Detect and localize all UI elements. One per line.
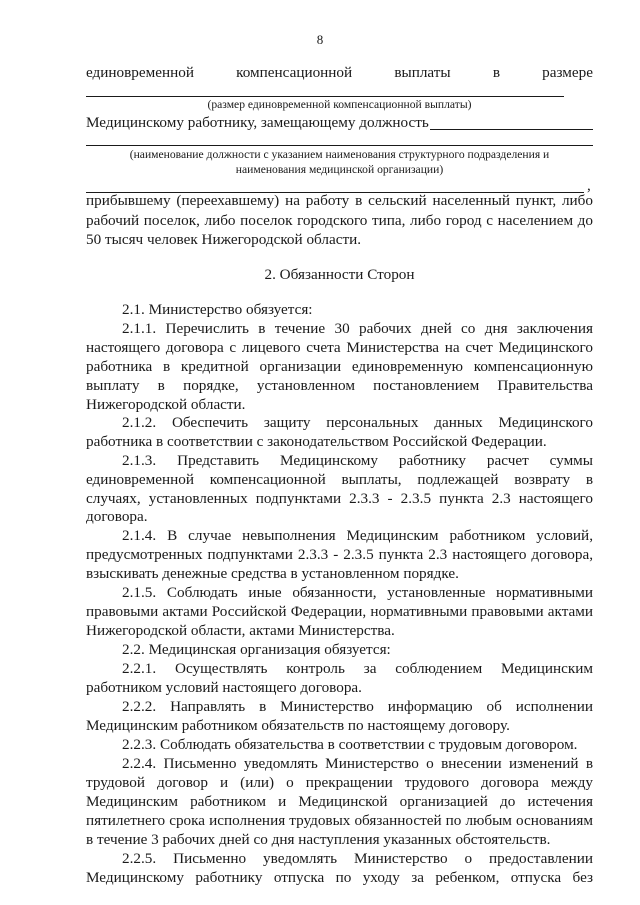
clause-line: 2.2.3. Соблюдать обязательства в соответствии с трудовым договором.: [122, 736, 578, 753]
payment-word: в: [492, 64, 500, 81]
payment-word: выплаты: [394, 64, 451, 81]
position-caption-line-2: наименования медицинской организации): [235, 163, 444, 176]
payment-word: размере: [542, 64, 593, 81]
clause-line: Медицинскому работнику отпуска по уходу за ребенком, отпуска без: [86, 869, 593, 886]
clause-line: работника в кредитной организации единовременную компенсационную: [86, 358, 593, 375]
position-caption-line-1: (наименование должности с указанием наименования структурного подразделения и: [129, 148, 550, 161]
clause-line: Нижегородской области, актами Министерства.: [86, 622, 395, 639]
clause-line: предусмотренных подпунктами 2.3.3 - 2.3.5 пункта 2.3 настоящего договора,: [86, 546, 593, 563]
payment-amount-line: [86, 64, 593, 82]
clause-line: 2.1.3. Представить Медицинскому работнику расчет суммы: [122, 452, 593, 469]
clause-line: 2.1.2. Обеспечить защиту персональных данных Медицинского: [122, 414, 593, 431]
position-blank: [430, 129, 593, 130]
clause-line: Медицинским работником обязательств по настоящему договору.: [86, 717, 510, 734]
payment-word: компенсационной: [236, 64, 353, 81]
payment-word: единовременной: [86, 64, 194, 81]
clause-line: пятилетнего срока исполнения трудовых обязанностей по любым основаниям: [86, 812, 593, 829]
position-label: Медицинскому работнику, замещающему должность: [86, 114, 429, 131]
clause-line: в течение 3 рабочих дней со дня наступления указанных обстоятельств.: [86, 831, 551, 848]
clause-line: 2.1. Министерство обязуется:: [122, 301, 313, 318]
clause-line: договора.: [86, 508, 148, 525]
payment-amount-caption: (размер единовременной компенсационной выплаты): [207, 98, 472, 111]
clause-line: 2.2.2. Направлять в Министерство информацию об исполнении: [122, 698, 593, 715]
clause-line: Медицинским работником и Медицинской организацией до истечения: [86, 793, 593, 810]
position-blank-full: [86, 145, 593, 146]
clause-line: 2.2.5. Письменно уведомлять Министерство о предоставлении: [122, 850, 593, 867]
clause-line: 2.2.4. Письменно уведомлять Министерство о внесении изменений в: [122, 755, 593, 772]
section-title: 2. Обязанности Сторон: [264, 266, 415, 283]
clause-line: взыскивать денежные средства в установленном порядке.: [86, 565, 459, 582]
clause-line: Нижегородской области.: [86, 396, 246, 413]
intro-line: рабочий поселок, либо поселок городского типа, либо город с населением до: [86, 212, 593, 229]
page-number: 8: [316, 32, 324, 47]
clause-line: 2.1.4. В случае невыполнения Медицинским работником условий,: [122, 527, 593, 544]
clause-line: правовыми актами Российской Федерации, нормативными правовыми актами: [86, 603, 593, 620]
clause-line: 2.1.5. Соблюдать иные обязанности, установленные нормативными: [122, 584, 593, 601]
clause-line: случаях, установленных подпунктами 2.3.3 - 2.3.5 пункта 2.3 настоящего: [86, 490, 593, 507]
clause-line: выплату в порядке, установленном постановлением Правительства: [86, 377, 593, 394]
clause-line: 2.2.1. Осуществлять контроль за соблюдением Медицинским: [122, 660, 593, 677]
trailing-comma: ,: [587, 177, 591, 194]
clause-line: настоящего договора с лицевого счета Министерства на счет Медицинского: [86, 339, 593, 356]
clause-line: 2.1.1. Перечислить в течение 30 рабочих дней со дня заключения: [122, 320, 593, 337]
intro-line: прибывшему (переехавшему) на работу в сельский населенный пункт, либо: [86, 192, 593, 209]
intro-line: 50 тысяч человек Нижегородской области.: [86, 231, 362, 248]
clause-line: трудовой договор и (или) о прекращении трудового договора между: [86, 774, 593, 791]
clause-line: единовременной компенсационной выплаты, подлежащей возврату в: [86, 471, 593, 488]
clause-line: работника в соответствии с законодательством Российской Федерации.: [86, 433, 547, 450]
clause-line: 2.2. Медицинская организация обязуется:: [122, 641, 391, 658]
clause-line: работником условий настоящего договора.: [86, 679, 362, 696]
